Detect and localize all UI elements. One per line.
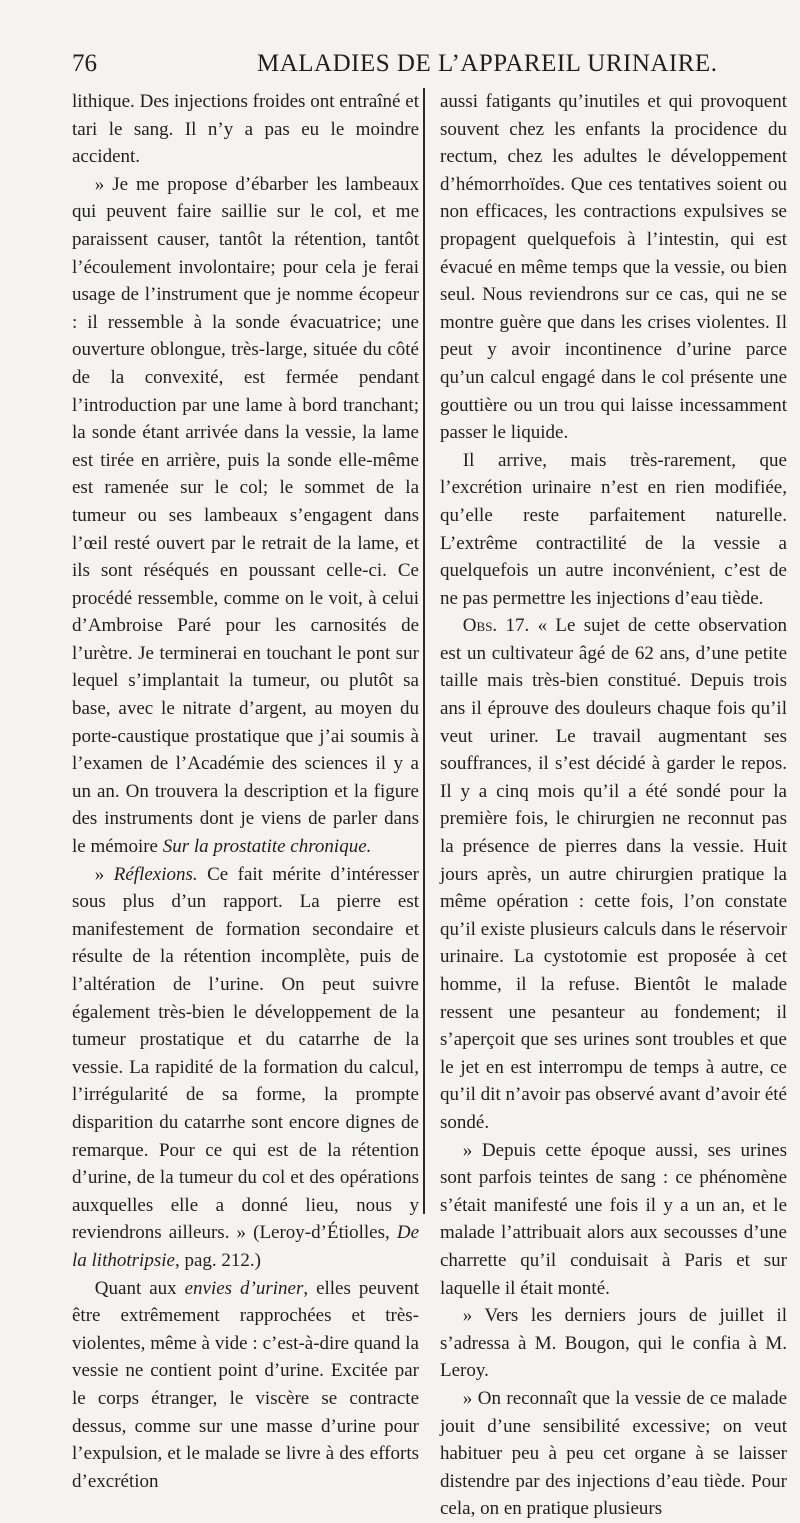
running-title: MALADIES DE L’APPAREIL URINAIRE. <box>257 50 718 77</box>
paragraph-text: » Je me propose d’ébarber les lambeaux qui peuvent faire saillie sur le col, et me paraissent causer, tantôt la rétention, tantôt l’écoulement involontaire; pour cela je ferai usage de l’instrument que je nomme écopeur : il ressemble à la sonde évacuatrice; une ouverture oblongue, très-large, située du côté de la convexité, est fermée pendant l’introduction par une lame à bord tranchant; la sonde étant arrivée dans la vessie, la lame est tirée en arrière, puis la sonde elle-même est ramenée sur le col; le sommet de la tumeur ou ses lambeaux s’engagent dans l’œil resté ouvert par le retrait de la lame, et ils sont réséqués en poussant celle-ci. Ce procédé ressemble, comme on le voit, à celui d’Ambroise Paré pour les carnosités de l’urètre. Je terminerai en touchant le pont sur lequel s’implantait la tumeur, ou plutôt sa base, avec le nitrate d’argent, au moyen du porte-caustique prostatique que j’ai soumis à l’examen de l’Académie des sciences il y a un an. On trouvera la description et la figure des instruments dont je viens de parler dans le mémoire <box>72 173 419 858</box>
italic-title: Sur la prostatite chronique. <box>162 836 372 858</box>
paragraph <box>440 612 787 1136</box>
italic-lead: Réflexions. <box>113 863 198 885</box>
right-column <box>440 88 787 1523</box>
paragraph: Il arrive, mais très-rarement, que l’excrétion urinaire n’est en rien modifiée, qu’elle reste parfaitement naturelle. L’extrême contractilité de la vessie a quelquefois un autre inconvénient, c’est de ne pas permettre les injections d’eau tiède. <box>440 449 787 609</box>
paragraph <box>72 1275 419 1496</box>
italic-term: envies d’uriner <box>184 1277 304 1299</box>
paragraph-text: « Le sujet de cette observation est un cultivateur âgé de 62 ans, d’une petite taille mais très-bien constitué. Depuis trois ans il éprouve des douleurs chaque fois qu’il veut uriner. Le travail augmentant ses souffrances, il s’est décidé à garder le repos. Il y a cinq mois qu’il a été sondé pour la première fois, le chirurgien ne reconnut pas la présence de pierres dans la vessie. Huit jours après, un autre chirurgien pratique la même opération : cette fois, l’on constate qu’il existe plusieurs calculs dans le réservoir urinaire. La cystotomie est proposée à cet homme, il la refuse. Bientôt le malade ressent une pesanteur au fondement; il s’aperçoit que ses urines sont troubles et que le jet en est interrompu de temps à autre, ce qu’il dit n’avoir pas observé avant d’avoir été sondé. <box>440 615 788 1133</box>
paragraph: lithique. Des injections froides ont entraîné et tari le sang. Il n’y a pas eu le moindre accident. <box>72 91 419 168</box>
paragraph: » On reconnaît que la vessie de ce malade jouit d’une sensibilité excessive; on veut habituer peu à peu cet organe à se laisser distendre par des injections d’eau tiède. Pour cela, on en pratique plusieurs <box>440 1387 787 1520</box>
italic-reference: De la lithotripsie <box>72 1222 420 1271</box>
observation-label: Obs. 17. <box>462 615 530 637</box>
paragraph: » Vers les derniers jours de juillet il s’adressa à M. Bougon, qui le confia à M. Leroy. <box>440 1305 787 1382</box>
paragraph-text: , elles peuvent être extrêmement rapprochées et très-violentes, même à vide : c’est-à-dire quand la vessie ne contient point d’urine. Excitée par le corps étranger, le viscère se contracte dessus, comme sur une masse d’urine pour l’expulsion, et le malade se livre à des efforts d’excrétion <box>72 1277 419 1492</box>
paragraph-lead: Quant aux <box>94 1277 177 1299</box>
paragraph <box>72 171 419 861</box>
running-header <box>72 50 732 84</box>
page-number: 76 <box>72 50 97 77</box>
paragraph: aussi fatigants qu’inutiles et qui provoquent souvent chez les enfants la procidence du rectum, chez les adultes le développement d’hémorrhoïdes. Que ces tentatives soient ou non efficaces, les contractions expulsives se propagent quelquefois à l’intestin, qui est évacué en même temps que la vessie, ou bien seul. Nous reviendrons sur ce cas, qui ne se montre guère que dans les crises violentes. Il peut y avoir incontinence d’urine parce qu’un calcul engagé dans le col présente une gouttière ou un trou qui laisse incessamment passer le liquide. <box>440 91 787 444</box>
paragraph-text: Ce fait mérite d’intéresser sous plus d’un rapport. La pierre est manifestement de formation secondaire et résulte de la rétention incomplète, puis de l’altération de l’urine. On peut suivre également très-bien le développement de la tumeur prostatique et du catarrhe de la vessie. La rapidité de la formation du calcul, l’irrégularité de sa forme, la prompte disparition du catarrhe sont encore dignes de remarque. Pour ce qui est de la rétention d’urine, de la tumeur du col et des opérations auxquelles elle a donné lieu, nous y reviendrons ailleurs. » (Leroy-d’Étiolles, <box>72 863 420 1244</box>
paragraph: » Depuis cette époque aussi, ses urines sont parfois teintes de sang : ce phénomène s’était manifesté une fois il y a un an, et le malade l’attribuait alors aux secousses d’une charrette qu’il conduisait à Paris et sur laquelle il était monté. <box>440 1139 787 1299</box>
reference-tail: , pag. 212.) <box>174 1249 261 1271</box>
paragraph: » Réflexions. Ce fait mérite d’intéresser sous plus d’un rapport. La pierre est manifestement de formation secondaire et résulte de la rétention incomplète, puis de l’altération de l’urine. On peut suivre également très-bien le développement de la tumeur prostatique et du catarrhe de la vessie. La rapidité de la formation du calcul, l’irrégularité de sa forme, la prompte disparition du catarrhe sont encore dignes de remarque. Pour ce qui est de la rétention d’urine, de la tumeur du col et des opérations auxquelles elle a donné lieu, nous y reviendrons ailleurs. » (Leroy-d’Étiolles, De la lithotripsie, pag. 212.) <box>72 863 420 1271</box>
left-column <box>72 88 419 1495</box>
column-divider <box>423 88 425 1214</box>
